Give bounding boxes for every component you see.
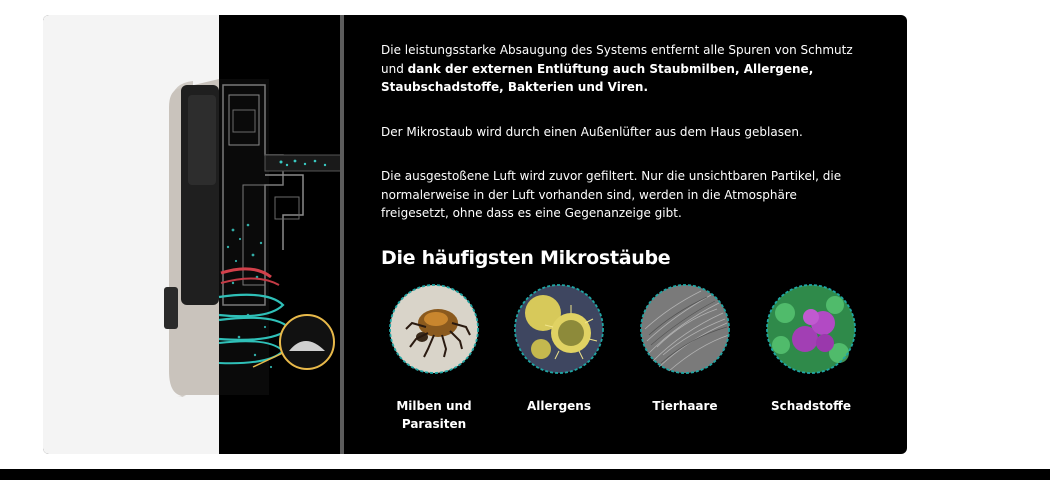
animal-hair-image xyxy=(639,283,731,375)
section-heading: Die häufigsten Mikrostäube xyxy=(381,247,671,269)
pollen-image xyxy=(513,283,605,375)
paragraph-suction-text: Die leistungsstarke Absaugung des Systems entfernt alle Spuren von Schmutz und xyxy=(381,43,853,76)
microdust-label: Allergens xyxy=(527,399,591,413)
microdust-item-animal-hair xyxy=(625,283,745,415)
pollutant-particles-image xyxy=(765,283,857,375)
paragraph-filter: Die ausgestoßene Luft wird zuvor gefiltert. Nur die unsichtbaren Partikel, die normalerweise in der Luft vorhanden sind, werden in die Atmosphäre freigesetzt, ohne dass es eine Gegenanzeige gibt. xyxy=(381,169,842,220)
tick-image xyxy=(388,283,480,375)
microdust-item-allergens xyxy=(499,283,619,415)
paragraph-suction-highlight: dank der externen Entlüftung auch Staubmilben, Allergene, Staubschadstoffe, Bakterien und Viren. xyxy=(381,61,814,94)
description-text xyxy=(381,41,861,249)
microdust-item-mites xyxy=(374,283,494,433)
microdust-label: Tierhaare xyxy=(652,399,718,413)
info-card xyxy=(43,15,907,454)
microdust-list xyxy=(381,283,881,443)
vacuum-cross-section-image xyxy=(43,15,343,454)
paragraph-exhaust: Der Mikrostaub wird durch einen Außenlüfter aus dem Haus geblasen. xyxy=(381,124,803,139)
paragraph-suction xyxy=(381,41,861,97)
microdust-item-pollutants xyxy=(751,283,871,415)
footer-bar xyxy=(0,469,1050,480)
section-divider xyxy=(340,15,344,454)
microdust-label: Milben und Parasiten xyxy=(396,399,472,431)
microdust-label: Schadstoffe xyxy=(771,399,851,413)
